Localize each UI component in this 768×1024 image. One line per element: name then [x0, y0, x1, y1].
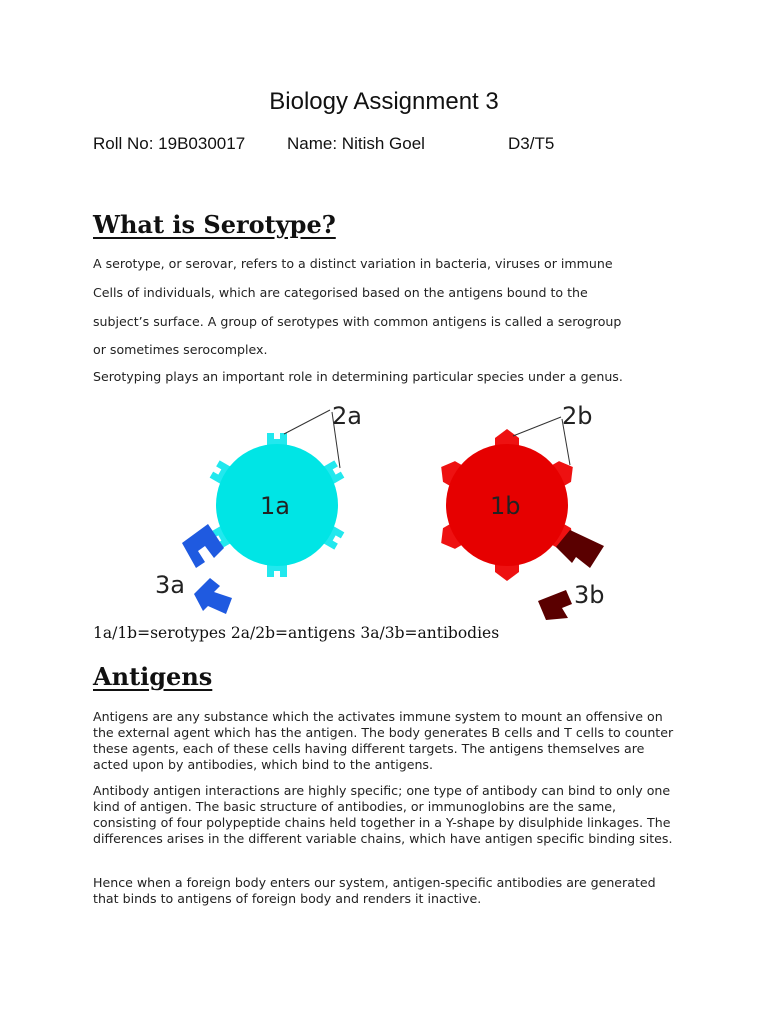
serotype-line-4: or sometimes serocomplex.	[93, 342, 268, 357]
label-3a: 3a	[155, 571, 185, 599]
label-2b: 2b	[562, 402, 593, 430]
cell-1b	[435, 402, 604, 620]
figure-caption: 1a/1b=serotypes 2a/2b=antigens 3a/3b=antibodies	[93, 624, 500, 642]
antigens-paragraph-1: Antigens are any substance which the activates immune system to mount an offensive on the external agent which has the antigen. The body generates B cells and T cells to counter these agents, each of these cells having different targets. The antigens themselves are acted upon by antibodies, which bind to the antigens.	[93, 709, 674, 772]
label-2a: 2a	[332, 402, 362, 430]
label-1a: 1a	[260, 492, 290, 520]
document-title: Biology Assignment 3	[269, 88, 499, 115]
section-code: D3/T5	[508, 134, 555, 153]
antigens-paragraph-3: Hence when a foreign body enters our system, antigen-specific antibodies are generated that binds to antigens of foreign body and renders it inactive.	[93, 875, 656, 906]
serotype-line-1: A serotype, or serovar, refers to a distinct variation in bacteria, viruses or immune	[93, 256, 613, 271]
antigens-heading: Antigens	[93, 662, 213, 691]
roll-number: Roll No: 19B030017	[93, 134, 246, 153]
serotype-heading: What is Serotype?	[93, 210, 336, 239]
serotype-line-2: Cells of individuals, which are categorised based on the antigens bound to the	[93, 285, 588, 300]
label-1b: 1b	[490, 492, 521, 520]
label-3b: 3b	[574, 581, 605, 609]
student-name: Name: Nitish Goel	[287, 134, 425, 153]
antigens-paragraph-2: Antibody antigen interactions are highly specific; one type of antibody can bind to only one kind of antigen. The basic structure of antibodies, or immunoglobins are the same, consisting of four polypeptide chains held together in a Y-shape by disulphide linkages. The differences arises in the different variable chains, which have antigen specific binding sites.	[93, 783, 673, 846]
serotype-line-3: subject’s surface. A group of serotypes with common antigens is called a serogroup	[93, 314, 622, 329]
serotype-line-5: Serotyping plays an important role in determining particular species under a genus.	[93, 369, 623, 384]
cell-1a	[155, 402, 362, 614]
